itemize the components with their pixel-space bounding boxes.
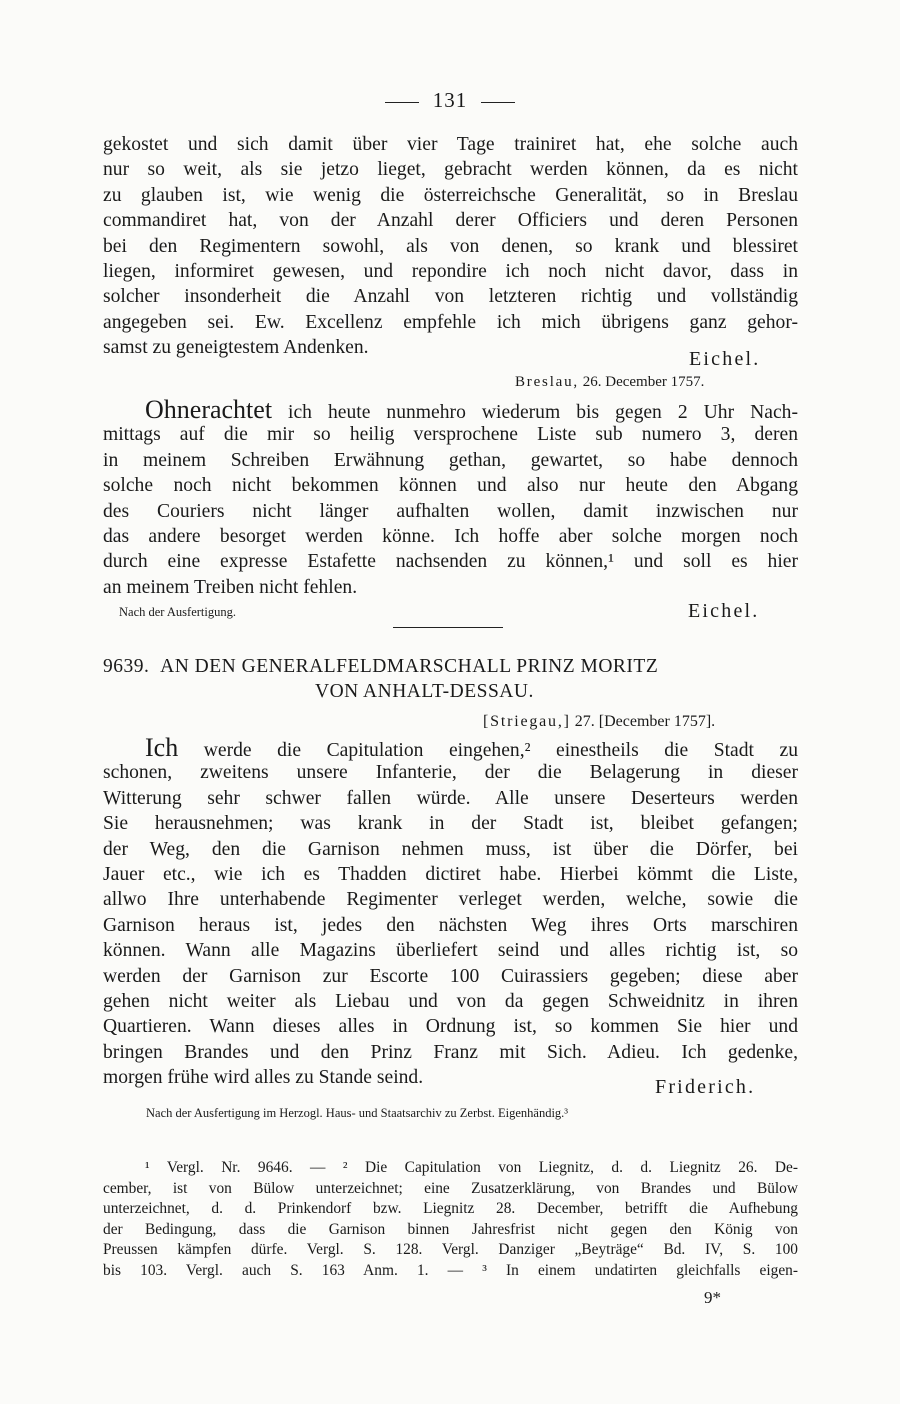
heading-line-1: AN DEN GENERALFELDMARSCHALL PRINZ MORITZ xyxy=(160,656,659,677)
first-line-rest: werde die Capitulation eingehen,² einestheils die Stadt zu xyxy=(203,740,798,761)
paragraph-continuation xyxy=(103,132,798,361)
footnotes xyxy=(103,1158,798,1282)
text-line: gekostet und sich damit über vier Tage trainiret hat, ehe solche auch xyxy=(103,134,798,155)
first-line-rest: ich heute nunmehro wiederum bis gegen 2 Uhr Nach- xyxy=(288,402,798,423)
text-line: samst zu geneigtestem Andenken. xyxy=(103,337,369,359)
text-line: allwo Ihre unterhabende Regimenter verleget werden, welche, sowie die xyxy=(103,889,798,911)
text-line: morgen frühe wird alles zu Stande seind. xyxy=(103,1067,424,1089)
text-line: an meinem Treiben nicht fehlen. xyxy=(103,576,358,598)
footnote-line: der Bedingung, dass die Garnison binnen Jahresfrist nicht gegen den König von xyxy=(103,1220,798,1238)
text-line: in meinem Schreiben Erwähnung gethan, gewartet, so habe dennoch xyxy=(103,449,798,471)
text-line: solcher insonderheit die Anzahl von letzteren richtig und vollständig xyxy=(103,286,798,308)
footnote-line: bis 103. Vergl. auch S. 163 Anm. 1. — ³ In einem undatirten gleichfalls eigen- xyxy=(103,1261,798,1279)
text-line: liegen, informiret gewesen, und repondire ich noch nicht davor, dass in xyxy=(103,260,798,282)
text-line: bei den Regimentern sowohl, als von denen, so krank und blessiret xyxy=(103,235,798,257)
document-number: 9639. xyxy=(103,656,150,677)
text-line: commandiret hat, von der Anzahl derer Officiers und deren Personen xyxy=(103,210,798,232)
text-line: das andere besorget werden könne. Ich hoffe aber solche morgen noch xyxy=(103,525,798,547)
text-line: des Couriers nicht länger aufhalten wollen, damit inzwischen nur xyxy=(103,500,798,522)
source-note-archive: Nach der Ausfertigung im Herzogl. Haus- und Staatsarchiv zu Zerbst. Eigenhändig.³ xyxy=(146,1106,569,1120)
text-line xyxy=(103,397,798,422)
dateline-striegau xyxy=(483,713,715,731)
text-line: durch eine expresse Estafette nachsenden zu können,¹ und soll es hier xyxy=(103,551,798,573)
header-dash-right xyxy=(481,102,515,103)
first-word: Ich xyxy=(145,733,179,762)
heading-line-2: VON ANHALT-DESSAU. xyxy=(315,681,534,702)
printer-signature-mark: 9* xyxy=(704,1288,721,1307)
page-number: 131 xyxy=(432,88,468,112)
dateline-breslau xyxy=(515,374,704,391)
text-line: solche noch nicht bekommen können und also nur heute den Abgang xyxy=(103,475,798,497)
date-place: [Striegau,] xyxy=(483,713,571,730)
page-header xyxy=(0,88,900,113)
text-line: Sie herausnehmen; was krank in der Stadt ist, bleibet gefangen; xyxy=(103,813,798,835)
signature-eichel-2: Eichel. xyxy=(688,600,760,622)
text-line: werden der Garnison zur Escorte 100 Cuirassiers gegeben; diese aber xyxy=(103,965,798,987)
text-line: können. Wann alle Magazins überliefert seind und alles richtig ist, so xyxy=(103,940,798,962)
header-dash-left xyxy=(385,102,419,103)
source-note: Nach der Ausfertigung. xyxy=(119,605,236,619)
footnote-line: ¹ Vergl. Nr. 9646. — ² Die Capitulation von Liegnitz, d. d. Liegnitz 26. De- xyxy=(145,1159,798,1176)
text-line: Garnison heraus ist, jedes den nächsten Weg ihres Orts marschiren xyxy=(103,914,798,936)
footnote-line: unterzeichnet, d. d. Prinkendorf bzw. Liegnitz 28. December, betrifft die Aufhebung xyxy=(103,1200,798,1218)
text-line: bringen Brandes und den Prinz Franz mit Sich. Adieu. Ich gedenke, xyxy=(103,1041,798,1063)
section-divider xyxy=(393,627,503,628)
text-line: mittags auf die mir so heilig versprochene Liste sub numero 3, deren xyxy=(103,424,798,446)
date-rest: 26. December 1757. xyxy=(582,374,705,390)
text-line: der Weg, den die Garnison nehmen muss, ist über die Dörfer, bei xyxy=(103,838,798,860)
date-place: Breslau, xyxy=(515,374,579,390)
text-line: Witterung sehr schwer fallen würde. Alle unsere Deserteurs werden xyxy=(103,787,798,809)
footnote-line: Preussen kämpfen dürfe. Vergl. S. 128. Vergl. Danziger „Beyträge“ Bd. IV, S. 100 xyxy=(103,1241,798,1259)
paragraph-letter-friderich xyxy=(103,735,798,1090)
signature-friderich: Friderich. xyxy=(655,1076,756,1098)
text-line: schonen, zweitens unsere Infanterie, der die Belagerung in dieser xyxy=(103,762,798,784)
document-heading xyxy=(103,656,658,678)
text-line: Jauer etc., wie ich es Thadden dictiret habe. Hierbei kömmt die Liste, xyxy=(103,863,798,885)
footnote-line: cember, ist von Bülow unterzeichnet; eine Zusatzerklärung, von Brandes und Bülow xyxy=(103,1179,798,1197)
text-line: angegeben sei. Ew. Excellenz empfehle ich mich übrigens ganz gehor- xyxy=(103,311,798,333)
text-line xyxy=(103,735,798,760)
signature-eichel-1: Eichel. xyxy=(689,348,761,370)
text-line: nur so weit, als sie jetzo lieget, gebracht werden können, da es nicht xyxy=(103,159,798,181)
date-rest: 27. [December 1757]. xyxy=(574,713,716,730)
paragraph-letter-eichel xyxy=(103,397,798,600)
text-line: Quartieren. Wann dieses alles in Ordnung ist, so kommen Sie hier und xyxy=(103,1016,798,1038)
text-line: gehen nicht weiter als Liebau und von da gegen Schweidnitz in ihren xyxy=(103,990,798,1012)
text-line: zu glauben ist, wie wenig die österreichsche Generalität, so in Breslau xyxy=(103,184,798,206)
first-word: Ohnerachtet xyxy=(145,395,273,424)
